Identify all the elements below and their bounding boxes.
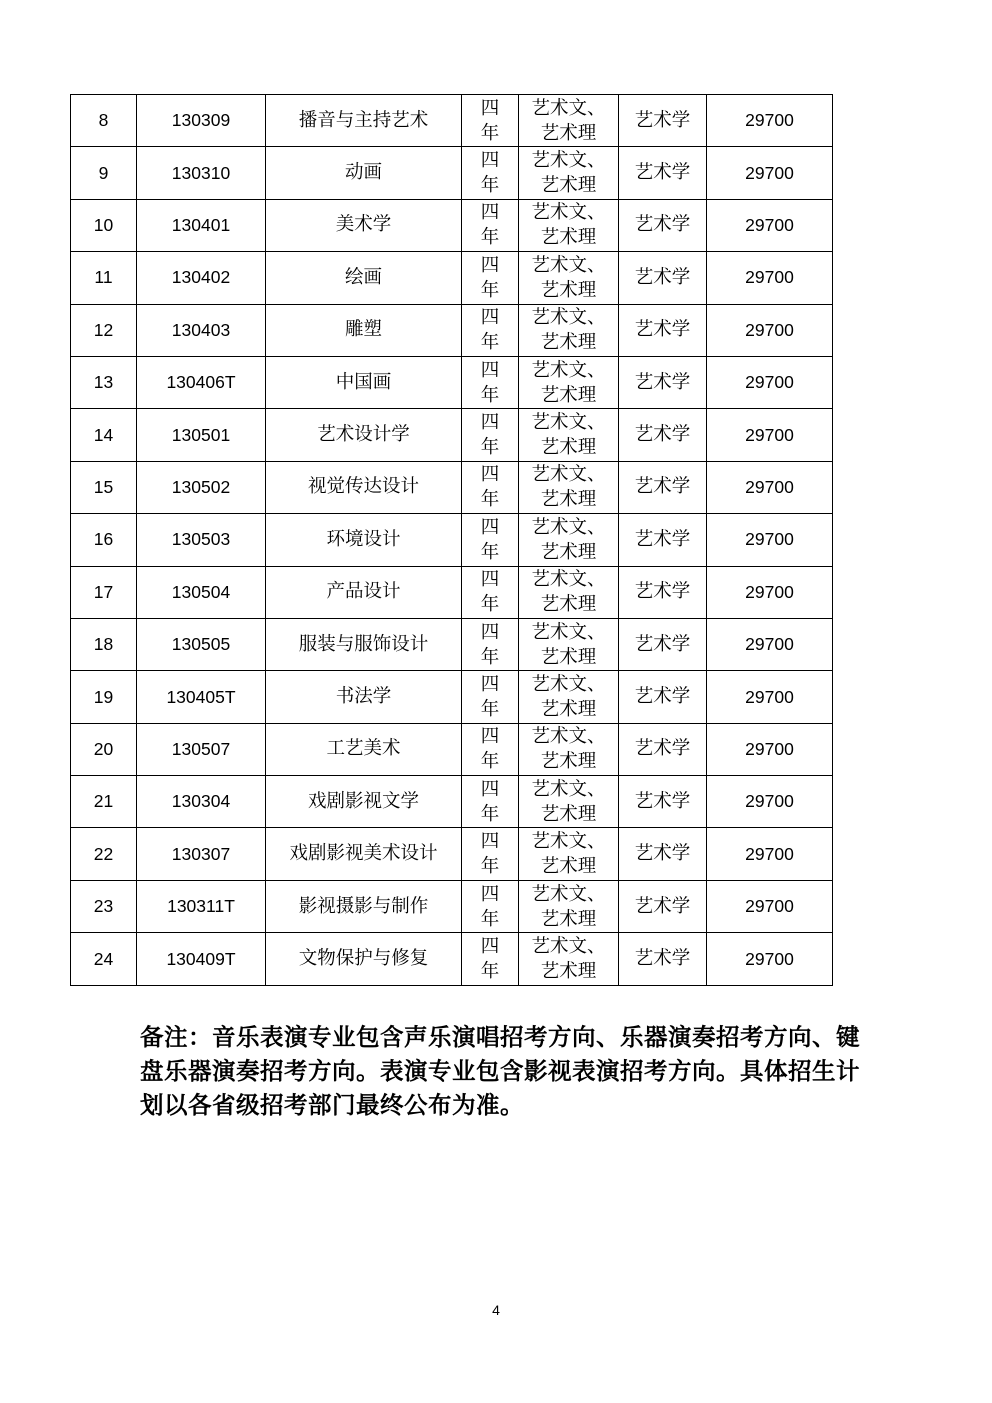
duration-cell-line: 年 <box>480 332 500 354</box>
subject-type-cell-line: 艺术文、 <box>531 673 606 695</box>
duration-cell-line: 四 <box>480 935 500 957</box>
duration-cell <box>462 199 519 251</box>
subject-type-cell-line: 艺术文、 <box>531 359 606 381</box>
discipline-cell: 艺术学 <box>619 723 707 775</box>
row-number-cell: 11 <box>71 252 137 304</box>
duration-cell-line: 年 <box>480 384 500 406</box>
table-row <box>71 514 833 566</box>
table-row <box>71 671 833 723</box>
major-name-cell: 戏剧影视美术设计 <box>266 828 462 880</box>
subject-type-cell-line: 艺术理 <box>540 227 597 249</box>
duration-cell-line: 四 <box>480 150 500 172</box>
subject-type-cell-line: 艺术文、 <box>531 883 606 905</box>
major-code-cell: 130501 <box>137 409 266 461</box>
subject-type-cell <box>519 880 619 932</box>
discipline-cell: 艺术学 <box>619 461 707 513</box>
duration-cell-line: 年 <box>480 751 500 773</box>
tuition-cell: 29700 <box>707 933 833 985</box>
page-number: 4 <box>492 1302 500 1318</box>
discipline-cell: 艺术学 <box>619 252 707 304</box>
subject-type-cell-line: 艺术文、 <box>531 254 606 276</box>
subject-type-cell <box>519 671 619 723</box>
subject-type-cell <box>519 461 619 513</box>
major-name-cell: 戏剧影视文学 <box>266 776 462 828</box>
major-code-cell: 130309 <box>137 95 266 147</box>
subject-type-cell-line: 艺术文、 <box>531 569 606 591</box>
table-row <box>71 933 833 985</box>
subject-type-cell-line: 艺术文、 <box>531 831 606 853</box>
tuition-cell: 29700 <box>707 199 833 251</box>
duration-cell-line: 四 <box>480 516 500 538</box>
table-body <box>71 95 833 986</box>
row-number-cell: 8 <box>71 95 137 147</box>
major-name-cell: 中国画 <box>266 356 462 408</box>
subject-type-cell <box>519 566 619 618</box>
subject-type-cell <box>519 618 619 670</box>
subject-type-cell-line: 艺术文、 <box>531 464 606 486</box>
discipline-cell: 艺术学 <box>619 933 707 985</box>
discipline-cell: 艺术学 <box>619 828 707 880</box>
remarks-note: 备注：音乐表演专业包含声乐演唱招考方向、乐器演奏招考方向、键盘乐器演奏招考方向。表演专业包含影视表演招考方向。具体招生计划以各省级招考部门最终公布为准。 <box>140 1023 860 1119</box>
table-row <box>71 566 833 618</box>
duration-cell-line: 四 <box>480 778 500 800</box>
row-number-cell: 24 <box>71 933 137 985</box>
duration-cell <box>462 461 519 513</box>
subject-type-cell <box>519 95 619 147</box>
subject-type-cell <box>519 828 619 880</box>
tuition-cell: 29700 <box>707 776 833 828</box>
duration-cell-line: 年 <box>480 594 500 616</box>
subject-type-cell-line: 艺术文、 <box>531 202 606 224</box>
table-row <box>71 409 833 461</box>
row-number-cell: 16 <box>71 514 137 566</box>
subject-type-cell <box>519 147 619 199</box>
tuition-cell: 29700 <box>707 880 833 932</box>
major-code-cell: 130311T <box>137 880 266 932</box>
table-row <box>71 880 833 932</box>
tuition-cell: 29700 <box>707 147 833 199</box>
subject-type-cell <box>519 199 619 251</box>
subject-type-cell <box>519 356 619 408</box>
major-code-cell: 130503 <box>137 514 266 566</box>
row-number-cell: 22 <box>71 828 137 880</box>
duration-cell-line: 四 <box>480 726 500 748</box>
subject-type-cell-line: 艺术理 <box>540 594 597 616</box>
tuition-cell: 29700 <box>707 252 833 304</box>
discipline-cell: 艺术学 <box>619 566 707 618</box>
subject-type-cell <box>519 252 619 304</box>
table-row <box>71 618 833 670</box>
major-name-cell: 动画 <box>266 147 462 199</box>
duration-cell <box>462 95 519 147</box>
row-number-cell: 9 <box>71 147 137 199</box>
duration-cell <box>462 409 519 461</box>
subject-type-cell <box>519 409 619 461</box>
tuition-cell: 29700 <box>707 461 833 513</box>
discipline-cell: 艺术学 <box>619 671 707 723</box>
table-row <box>71 461 833 513</box>
row-number-cell: 17 <box>71 566 137 618</box>
enrollment-plan-table <box>70 94 833 986</box>
table-row <box>71 723 833 775</box>
subject-type-cell-line: 艺术理 <box>540 122 597 144</box>
subject-type-cell-line: 艺术文、 <box>531 307 606 329</box>
subject-type-cell <box>519 723 619 775</box>
duration-cell-line: 四 <box>480 883 500 905</box>
duration-cell-line: 四 <box>480 97 500 119</box>
table-row <box>71 304 833 356</box>
table-row <box>71 776 833 828</box>
row-number-cell: 10 <box>71 199 137 251</box>
major-name-cell: 雕塑 <box>266 304 462 356</box>
duration-cell-line: 四 <box>480 412 500 434</box>
row-number-cell: 12 <box>71 304 137 356</box>
duration-cell-line: 年 <box>480 541 500 563</box>
subject-type-cell <box>519 304 619 356</box>
duration-cell <box>462 514 519 566</box>
subject-type-cell-line: 艺术理 <box>540 489 597 511</box>
tuition-cell: 29700 <box>707 514 833 566</box>
duration-cell <box>462 828 519 880</box>
major-name-cell: 文物保护与修复 <box>266 933 462 985</box>
major-name-cell: 美术学 <box>266 199 462 251</box>
subject-type-cell-line: 艺术理 <box>540 384 597 406</box>
discipline-cell: 艺术学 <box>619 356 707 408</box>
major-name-cell: 工艺美术 <box>266 723 462 775</box>
major-name-cell: 艺术设计学 <box>266 409 462 461</box>
duration-cell <box>462 618 519 670</box>
major-name-cell: 播音与主持艺术 <box>266 95 462 147</box>
major-code-cell: 130402 <box>137 252 266 304</box>
discipline-cell: 艺术学 <box>619 514 707 566</box>
subject-type-cell <box>519 776 619 828</box>
subject-type-cell-line: 艺术文、 <box>531 150 606 172</box>
duration-cell-line: 年 <box>480 175 500 197</box>
tuition-cell: 29700 <box>707 723 833 775</box>
discipline-cell: 艺术学 <box>619 880 707 932</box>
major-code-cell: 130505 <box>137 618 266 670</box>
duration-cell <box>462 252 519 304</box>
major-name-cell: 服装与服饰设计 <box>266 618 462 670</box>
major-code-cell: 130502 <box>137 461 266 513</box>
subject-type-cell-line: 艺术理 <box>540 646 597 668</box>
row-number-cell: 20 <box>71 723 137 775</box>
tuition-cell: 29700 <box>707 566 833 618</box>
duration-cell <box>462 566 519 618</box>
duration-cell-line: 四 <box>480 464 500 486</box>
subject-type-cell-line: 艺术理 <box>540 856 597 878</box>
major-name-cell: 绘画 <box>266 252 462 304</box>
duration-cell-line: 四 <box>480 307 500 329</box>
subject-type-cell <box>519 514 619 566</box>
subject-type-cell-line: 艺术理 <box>540 908 597 930</box>
discipline-cell: 艺术学 <box>619 95 707 147</box>
table-row <box>71 199 833 251</box>
subject-type-cell-line: 艺术文、 <box>531 935 606 957</box>
duration-cell-line: 年 <box>480 227 500 249</box>
major-code-cell: 130409T <box>137 933 266 985</box>
tuition-cell: 29700 <box>707 95 833 147</box>
tuition-cell: 29700 <box>707 304 833 356</box>
subject-type-cell-line: 艺术文、 <box>531 516 606 538</box>
discipline-cell: 艺术学 <box>619 199 707 251</box>
subject-type-cell-line: 艺术理 <box>540 279 597 301</box>
major-code-cell: 130401 <box>137 199 266 251</box>
discipline-cell: 艺术学 <box>619 776 707 828</box>
discipline-cell: 艺术学 <box>619 618 707 670</box>
subject-type-cell-line: 艺术理 <box>540 175 597 197</box>
table-row <box>71 252 833 304</box>
duration-cell-line: 年 <box>480 803 500 825</box>
major-code-cell: 130403 <box>137 304 266 356</box>
major-name-cell: 影视摄影与制作 <box>266 880 462 932</box>
subject-type-cell-line: 艺术文、 <box>531 97 606 119</box>
subject-type-cell-line: 艺术理 <box>540 803 597 825</box>
duration-cell <box>462 723 519 775</box>
duration-cell <box>462 933 519 985</box>
row-number-cell: 14 <box>71 409 137 461</box>
tuition-cell: 29700 <box>707 409 833 461</box>
discipline-cell: 艺术学 <box>619 147 707 199</box>
subject-type-cell <box>519 933 619 985</box>
duration-cell-line: 四 <box>480 621 500 643</box>
subject-type-cell-line: 艺术理 <box>540 541 597 563</box>
major-code-cell: 130307 <box>137 828 266 880</box>
major-code-cell: 130504 <box>137 566 266 618</box>
major-code-cell: 130507 <box>137 723 266 775</box>
table-row <box>71 95 833 147</box>
duration-cell-line: 年 <box>480 908 500 930</box>
subject-type-cell-line: 艺术文、 <box>531 621 606 643</box>
duration-cell-line: 年 <box>480 489 500 511</box>
major-name-cell: 产品设计 <box>266 566 462 618</box>
major-name-cell: 环境设计 <box>266 514 462 566</box>
duration-cell-line: 年 <box>480 437 500 459</box>
duration-cell-line: 四 <box>480 254 500 276</box>
tuition-cell: 29700 <box>707 618 833 670</box>
duration-cell-line: 年 <box>480 698 500 720</box>
major-code-cell: 130310 <box>137 147 266 199</box>
discipline-cell: 艺术学 <box>619 304 707 356</box>
duration-cell-line: 年 <box>480 646 500 668</box>
duration-cell-line: 年 <box>480 856 500 878</box>
tuition-cell: 29700 <box>707 671 833 723</box>
table-row <box>71 147 833 199</box>
table-row <box>71 356 833 408</box>
row-number-cell: 19 <box>71 671 137 723</box>
row-number-cell: 15 <box>71 461 137 513</box>
major-code-cell: 130304 <box>137 776 266 828</box>
duration-cell-line: 年 <box>480 122 500 144</box>
subject-type-cell-line: 艺术文、 <box>531 778 606 800</box>
subject-type-cell-line: 艺术理 <box>540 698 597 720</box>
duration-cell <box>462 147 519 199</box>
tuition-cell: 29700 <box>707 828 833 880</box>
duration-cell-line: 四 <box>480 831 500 853</box>
discipline-cell: 艺术学 <box>619 409 707 461</box>
subject-type-cell-line: 艺术文、 <box>531 412 606 434</box>
row-number-cell: 21 <box>71 776 137 828</box>
major-name-cell: 视觉传达设计 <box>266 461 462 513</box>
duration-cell-line: 四 <box>480 569 500 591</box>
duration-cell <box>462 356 519 408</box>
duration-cell-line: 四 <box>480 359 500 381</box>
major-code-cell: 130406T <box>137 356 266 408</box>
row-number-cell: 23 <box>71 880 137 932</box>
subject-type-cell-line: 艺术理 <box>540 751 597 773</box>
duration-cell-line: 年 <box>480 960 500 982</box>
duration-cell <box>462 671 519 723</box>
subject-type-cell-line: 艺术理 <box>540 960 597 982</box>
subject-type-cell-line: 艺术理 <box>540 437 597 459</box>
duration-cell <box>462 776 519 828</box>
duration-cell-line: 年 <box>480 279 500 301</box>
tuition-cell: 29700 <box>707 356 833 408</box>
subject-type-cell-line: 艺术文、 <box>531 726 606 748</box>
subject-type-cell-line: 艺术理 <box>540 332 597 354</box>
duration-cell <box>462 880 519 932</box>
duration-cell <box>462 304 519 356</box>
major-code-cell: 130405T <box>137 671 266 723</box>
row-number-cell: 18 <box>71 618 137 670</box>
row-number-cell: 13 <box>71 356 137 408</box>
duration-cell-line: 四 <box>480 202 500 224</box>
duration-cell-line: 四 <box>480 673 500 695</box>
major-name-cell: 书法学 <box>266 671 462 723</box>
table-row <box>71 828 833 880</box>
